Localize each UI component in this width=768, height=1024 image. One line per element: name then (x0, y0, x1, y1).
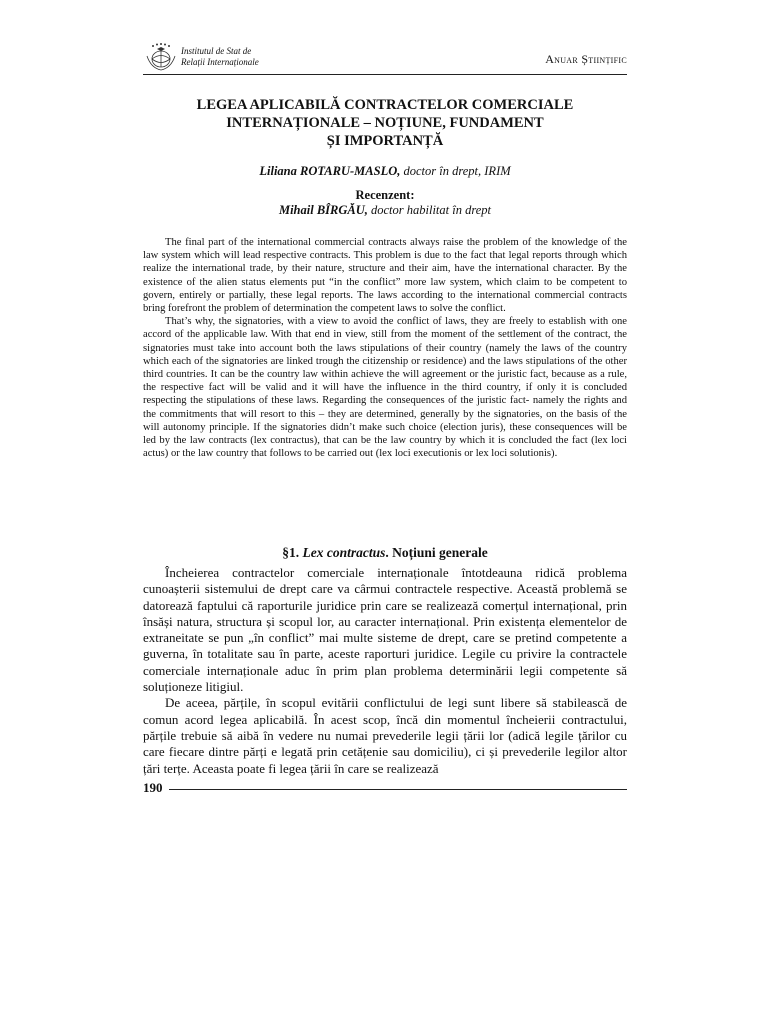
reviewer-credentials: doctor habilitat în drept (367, 203, 492, 217)
body-paragraph-2: De aceea, părțile, în scopul evitării conflictului de legi sunt libere să stabilească de comun acord legea aplicabilă. În acest scop, încă din momentul încheierii contractului, părțile trebuie să aibă în vedere nu numai prevederile legii țării lor (adică legile țărilor cu care fiecare dintre părți e legată prin cetățenie sau domiciliu), ci și prevederile legilor altor țări terțe. Aceasta poate fi legea țării în care se realizează (143, 695, 627, 776)
page-footer (143, 780, 627, 798)
abstract-paragraph-2: That’s why, the signatories, with a view to avoid the conflict of laws, they are freely to establish with one accord of the applicable law. With that end in view, still from the moment of the settlement of the contract, the signatories must take into account both the laws stipulations of their country (namely the laws of the country which each of the signatories are linked trough the citizenship or residence) and the laws stipulations of the other third countries. It can be the country law within achieve the will agreement or the juristic fact, because as a rule, the respective fact will be valid and it will have the influence in the third country, if only it is concluded respecting the stipulations of these laws. Regarding the consequences of the juristic fact- namely the rights and the commitments that will resort to this – they are determined, generally by the signatories, on the basis of the will autonomy principle. If the signatories didn’t make such choice (election juris), these consequences will be led by the law contracts (lex contractus), that can be the law country by which it is concluded the fact (lex loci actus) or the law country that follows to be carried out (lex loci executionis or lex loci solutionis). (143, 316, 627, 460)
institute-name-line1: Institutul de Stat de (181, 46, 252, 56)
author-name: Liliana ROTARU-MASLO, (259, 164, 401, 178)
institute-name-line2: Relații Internaționale (181, 57, 259, 67)
article-title (143, 96, 627, 150)
reviewer-line (143, 203, 627, 218)
author-credentials: doctor în drept, IRIM (400, 164, 511, 178)
author-line (143, 164, 627, 179)
body-text (143, 565, 627, 777)
section-title-rest: . Noțiuni generale (385, 545, 488, 560)
title-line-2: INTERNAȚIONALE – NOȚIUNE, FUNDAMENT (226, 115, 544, 131)
page-header (143, 42, 627, 76)
journal-name: Anuar Științific (545, 52, 627, 66)
body-paragraph-1: Încheierea contractelor comerciale internaționale întotdeauna ridică problema cunoașterii sistemului de drept care va cârmui contractele respective. Această problemă se datorează faptului că raporturile juridice prin care se realizează comerțul internațional, prin însăși natura, structura și scopul lor, au caracter internațional. Prin existența elementelor de extraneitate se pun „în conflict” mai multe sisteme de drept, care se pretind competente a guverna, în totalitate sau în parte, aceste raporturi juridice. Legile cu privire la contractele comerciale internaționale aduc în prim plan problema determinării legii competente să soluționeze litigiul. (143, 565, 627, 695)
header-rule (143, 74, 627, 75)
page-number: 190 (143, 780, 163, 795)
section-italic-title: Lex contractus (302, 545, 386, 560)
reviewer-name: Mihail BÎRGĂU, (278, 203, 368, 217)
institute-logo (143, 42, 179, 72)
abstract (143, 236, 627, 460)
reviewer-label: Recenzent: (355, 188, 415, 202)
title-line-3: ȘI IMPORTANȚĂ (326, 133, 444, 149)
footer-rule (169, 789, 627, 790)
abstract-paragraph-1: The final part of the international commercial contracts always raise the problem of the knowledge of the law system which will lead respective contracts. This problem is due to the fact that legal reports through which realize the international trade, by their nature, structure and their aim, have the international character. By the existence of the alien status elements put “in the conflict” more law system, which claim to be competent to govern, entirely or partially, these legal reports. The laws according to the international commercial contracts bring forefront the problem of determination the competent laws to solve the conflict. (143, 237, 627, 315)
section-number: §1. (282, 545, 303, 560)
section-heading (143, 545, 627, 561)
institute-name (181, 46, 259, 68)
title-line-1: LEGEA APLICABILĂ CONTRACTELOR COMERCIALE (196, 97, 574, 113)
